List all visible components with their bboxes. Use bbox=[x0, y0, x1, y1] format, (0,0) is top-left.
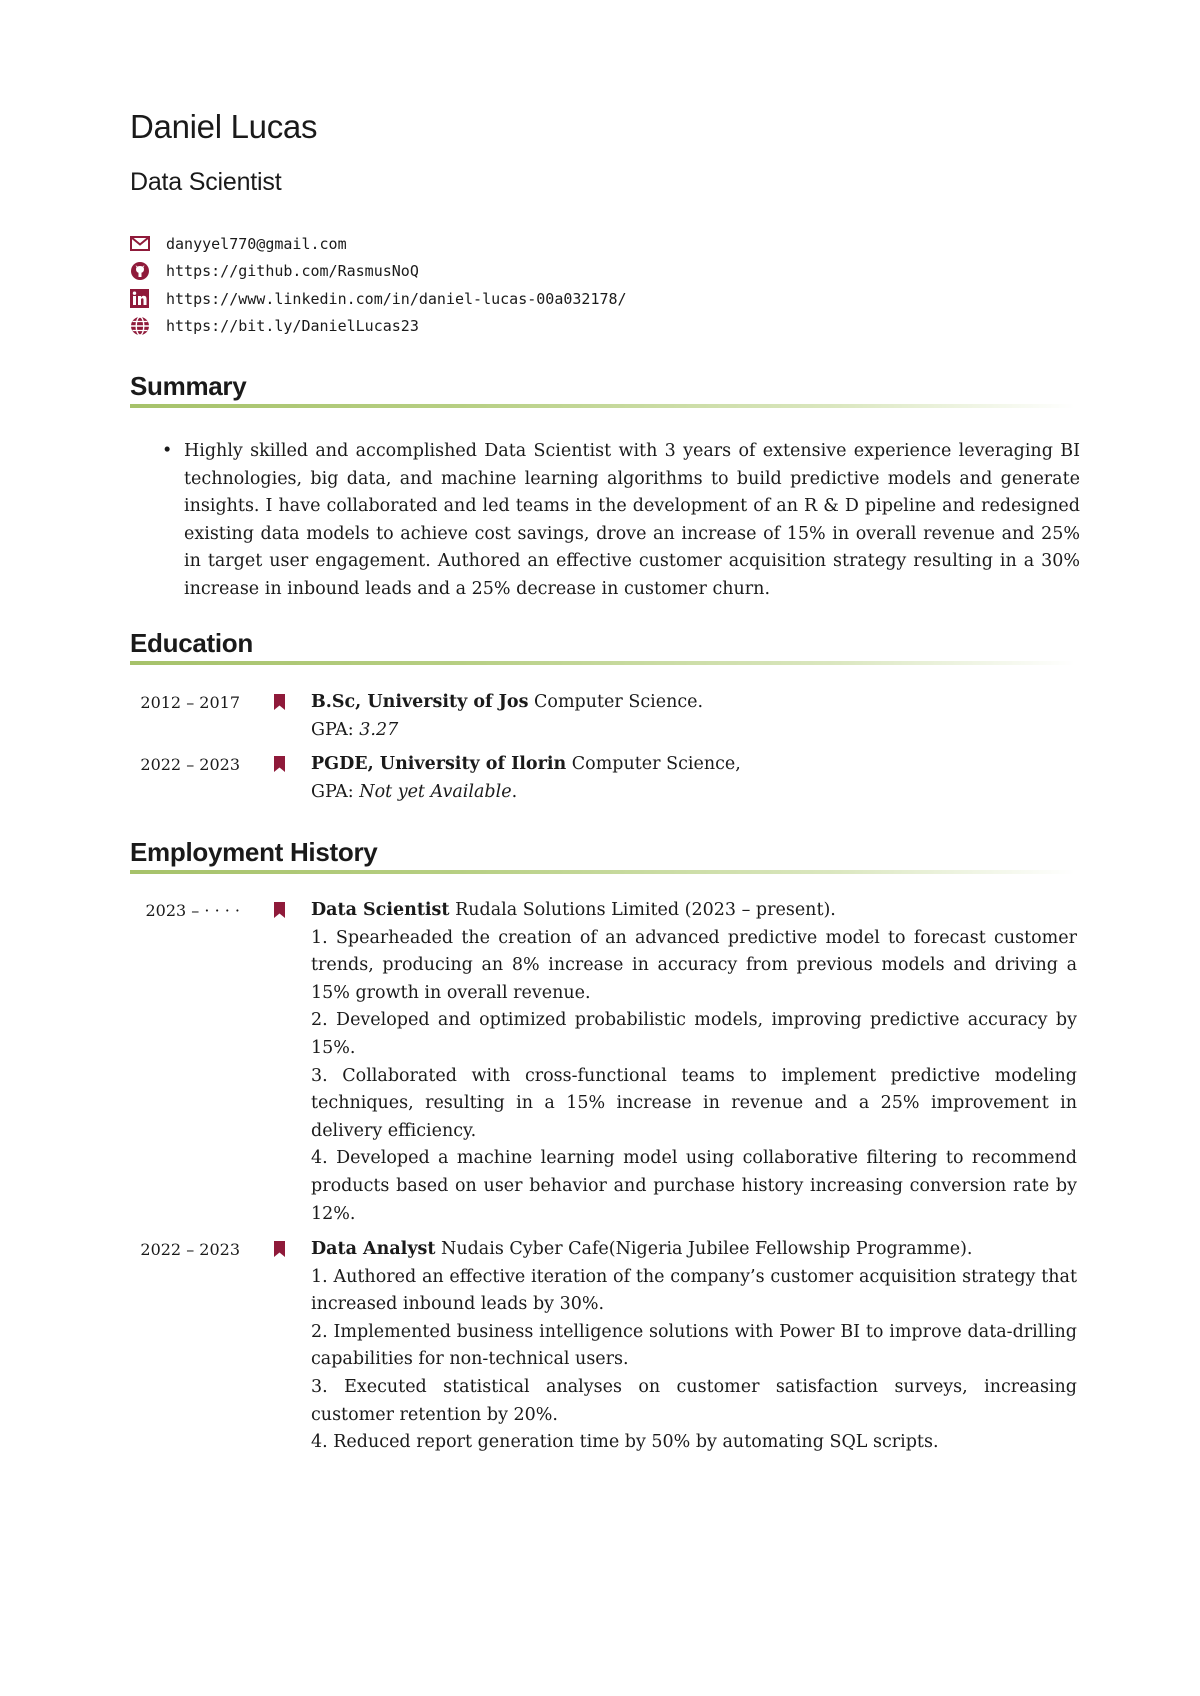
degree-field: Computer Science, bbox=[566, 754, 741, 774]
role-name: Data Analyst bbox=[311, 1239, 436, 1259]
contact-linkedin bbox=[130, 285, 627, 313]
education-section bbox=[130, 627, 1080, 665]
bookmark-icon bbox=[274, 1241, 285, 1257]
achievement-item: 1. Spearheaded the creation of an advanced predictive model to forecast customer trends, producing an 8% increase in accuracy from previous models and driving a 15% growth in overall revenue. bbox=[311, 927, 1077, 1003]
degree-name: PGDE, University of Ilorin bbox=[311, 754, 567, 774]
entry-headline bbox=[311, 897, 1077, 925]
entry-body bbox=[311, 751, 1077, 806]
summary-heading: Summary bbox=[130, 371, 247, 401]
linkedin-link[interactable]: https://www.linkedin.com/in/daniel-lucas-00a032178/ bbox=[166, 289, 627, 308]
employment-heading: Employment History bbox=[130, 837, 378, 867]
achievement-item: 4. Reduced report generation time by 50% by automating SQL scripts. bbox=[311, 1432, 939, 1453]
linkedin-icon bbox=[130, 289, 154, 309]
globe-icon bbox=[130, 316, 154, 336]
entry-headline bbox=[311, 689, 1077, 717]
degree-field: Computer Science. bbox=[528, 692, 704, 712]
entry-headline bbox=[311, 751, 1077, 779]
organization: Nudais Cyber Cafe(Nigeria Jubilee Fellowship Programme). bbox=[435, 1239, 973, 1259]
contact-github bbox=[130, 258, 627, 286]
gpa-line bbox=[311, 779, 1077, 807]
section-rule bbox=[130, 404, 1075, 408]
entry-dates: 2022 – 2023 bbox=[140, 755, 240, 774]
contact-website bbox=[130, 313, 627, 341]
summary-text: Highly skilled and accomplished Data Scientist with 3 years of extensive experience leveraging BI technologies, big data, and machine learning algorithms to build predictive models and generate insights. I have collaborated and led teams in the development of an R & D pipeline and redesigned existing data models to achieve cost savings, drove an increase of 15% in overall revenue and 25% in target user engagement. Authored an effective customer acquisition strategy resulting in a 30% increase in inbound leads and a 25% decrease in customer churn. bbox=[184, 441, 1080, 599]
bookmark-icon bbox=[274, 694, 285, 710]
gpa-label: GPA: bbox=[311, 719, 360, 740]
education-heading: Education bbox=[130, 628, 253, 658]
contact-email bbox=[130, 230, 627, 258]
entry-dates: 2022 – 2023 bbox=[140, 1240, 240, 1259]
github-link[interactable]: https://github.com/RasmusNoQ bbox=[166, 262, 419, 281]
gpa-value: 3.27 bbox=[359, 719, 399, 740]
email-link[interactable]: danyyel770@gmail.com bbox=[166, 234, 347, 253]
gpa-value: Not yet Available bbox=[359, 781, 512, 802]
website-link[interactable]: https://bit.ly/DanielLucas23 bbox=[166, 317, 419, 336]
bullet-marker: • bbox=[162, 441, 173, 461]
contact-list bbox=[130, 230, 627, 340]
achievement-item: 1. Authored an effective iteration of the company’s customer acquisition strategy that increased inbound leads by 30%. bbox=[311, 1266, 1077, 1315]
job-title: Data Scientist bbox=[130, 168, 282, 196]
achievement-item: 4. Developed a machine learning model using collaborative filtering to recommend products based on user behavior and purchase history increasing conversion rate by 12%. bbox=[311, 1148, 1077, 1224]
envelope-icon bbox=[130, 234, 154, 254]
role-name: Data Scientist bbox=[311, 900, 450, 920]
gpa-end: . bbox=[511, 781, 518, 802]
bookmark-icon bbox=[274, 756, 285, 772]
achievement-item: 2. Developed and optimized probabilistic models, improving predictive accuracy by 15%. bbox=[311, 1010, 1077, 1058]
section-rule bbox=[130, 870, 1075, 874]
candidate-name: Daniel Lucas bbox=[130, 108, 318, 145]
entry-body bbox=[311, 897, 1077, 1228]
entry-body bbox=[311, 1236, 1077, 1457]
gpa-line bbox=[311, 717, 1077, 745]
github-icon bbox=[130, 261, 154, 281]
organization: Rudala Solutions Limited (2023 – present). bbox=[449, 900, 836, 920]
summary-list bbox=[130, 438, 1080, 604]
achievement-item: 3. Executed statistical analyses on customer satisfaction surveys, increasing customer retention by 20%. bbox=[311, 1376, 1077, 1425]
employment-section bbox=[130, 836, 1080, 874]
gpa-label: GPA: bbox=[311, 781, 360, 802]
achievement-item: 2. Implemented business intelligence solutions with Power BI to improve data-drilling capabilities for non-technical users. bbox=[311, 1321, 1077, 1370]
entry-headline bbox=[311, 1236, 1077, 1264]
entry-body bbox=[311, 689, 1077, 744]
entry-dates: 2012 – 2017 bbox=[140, 693, 240, 712]
summary-item bbox=[130, 438, 1080, 604]
degree-name: B.Sc, University of Jos bbox=[311, 692, 529, 712]
achievement-item: 3. Collaborated with cross-functional teams to implement predictive modeling techniques, resulting in a 15% increase in revenue and a 25% improvement in delivery efficiency. bbox=[311, 1065, 1077, 1141]
section-rule bbox=[130, 661, 1075, 665]
bookmark-icon bbox=[274, 902, 285, 918]
entry-dates: 2023 – · · · · bbox=[145, 901, 240, 920]
summary-section bbox=[130, 370, 1080, 408]
